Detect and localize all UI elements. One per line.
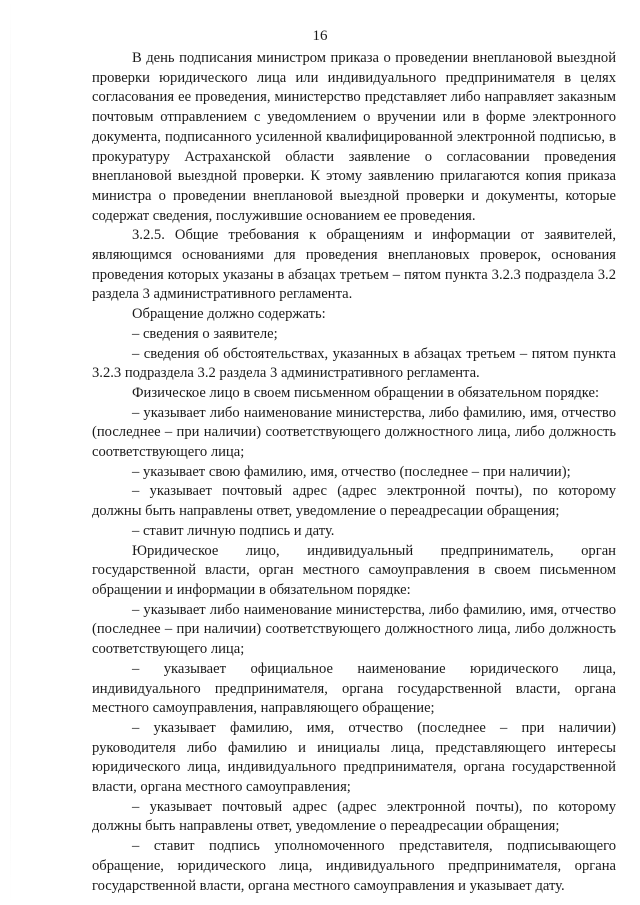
list-item: – сведения об обстоятельствах, указанных в абзацах третьем – пятом пункта 3.2.3 подраздела 3.2 раздела 3 административного регламента. [92, 345, 616, 382]
list-item: – указывает почтовый адрес (адрес электронной почты), по которому должны быть направлены ответ, уведомление о переадресации обращения; [92, 798, 616, 835]
list-item: – указывает фамилию, имя, отчество (последнее – при наличии) руководителя либо фамилию и инициалы лица, представляющего интересы юридического лица, индивидуального предпринимателя, органа государственной власти, органа местного самоуправления; [92, 719, 616, 796]
paragraph-legal-entity-requirements: Юридическое лицо, индивидуальный предприниматель, орган государственной власти, орган местного самоуправления в своем письменном обращении и информации в обязательном порядке: [92, 542, 616, 598]
list-item: – указывает либо наименование министерства, либо фамилию, имя, отчество (последнее – при наличии) соответствующего должностного лица, либо должность соответствующего лица; [92, 404, 616, 461]
paragraph-section-3-2-5: 3.2.5. Общие требования к обращениям и информации от заявителей, являющимся основаниями для проведения внеплановых проверок, основания проведения которых указаны в абзацах третьем – пятом пункта 3.2.3 подраздела 3.2 раздела 3 административного регламента. [92, 227, 616, 303]
list-item: – указывает официальное наименование юридического лица, индивидуального предпринимателя, органа государственной власти, органа местного самоуправления, направляющего обращение; [92, 660, 616, 717]
list-item: – указывает почтовый адрес (адрес электронной почты), по которому должны быть направлены ответ, уведомление о переадресации обращения; [92, 483, 616, 520]
list-item: – ставит подпись уполномоченного представителя, подписывающего обращение, юридического лица, индивидуального предпринимателя, органа государственной власти, органа местного самоуправления и указывает дату. [92, 838, 616, 894]
list-item: – сведения о заявителе; [132, 325, 278, 342]
list-item: – указывает свою фамилию, имя, отчество (последнее – при наличии); [132, 463, 571, 480]
document-body [92, 49, 616, 896]
page-number: 16 [312, 28, 328, 44]
paragraph-individual-requirements: Физическое лицо в своем письменном обращении в обязательном порядке: [132, 384, 600, 401]
paragraph-prosecutor-approval: В день подписания министром приказа о проведении внеплановой выездной проверки юридического лица или индивидуального предпринимателя в целях согласования ее проведения, министерство представляет либо направляет заказным почтовым отправлением с уведомлением о вручении или в форме электронного документа, подписанного усиленной квалифицированной электронной подписью, в прокуратуру Астраханской области заявление о согласовании проведения внеплановой выездной проверки. К этому заявлению прилагаются копия приказа министра о проведении внеплановой выездной проверки и документы, которые содержат сведения, послужившие основанием ее проведения. [92, 50, 616, 224]
list-item: – указывает либо наименование министерства, либо фамилию, имя, отчество (последнее – при наличии) соответствующего должностного лица, либо должность соответствующего лица; [92, 601, 616, 658]
paragraph-appeal-contents: Обращение должно содержать: [132, 306, 326, 323]
scan-edge-shadow [10, 0, 11, 905]
list-item: – ставит личную подпись и дату. [132, 522, 335, 539]
